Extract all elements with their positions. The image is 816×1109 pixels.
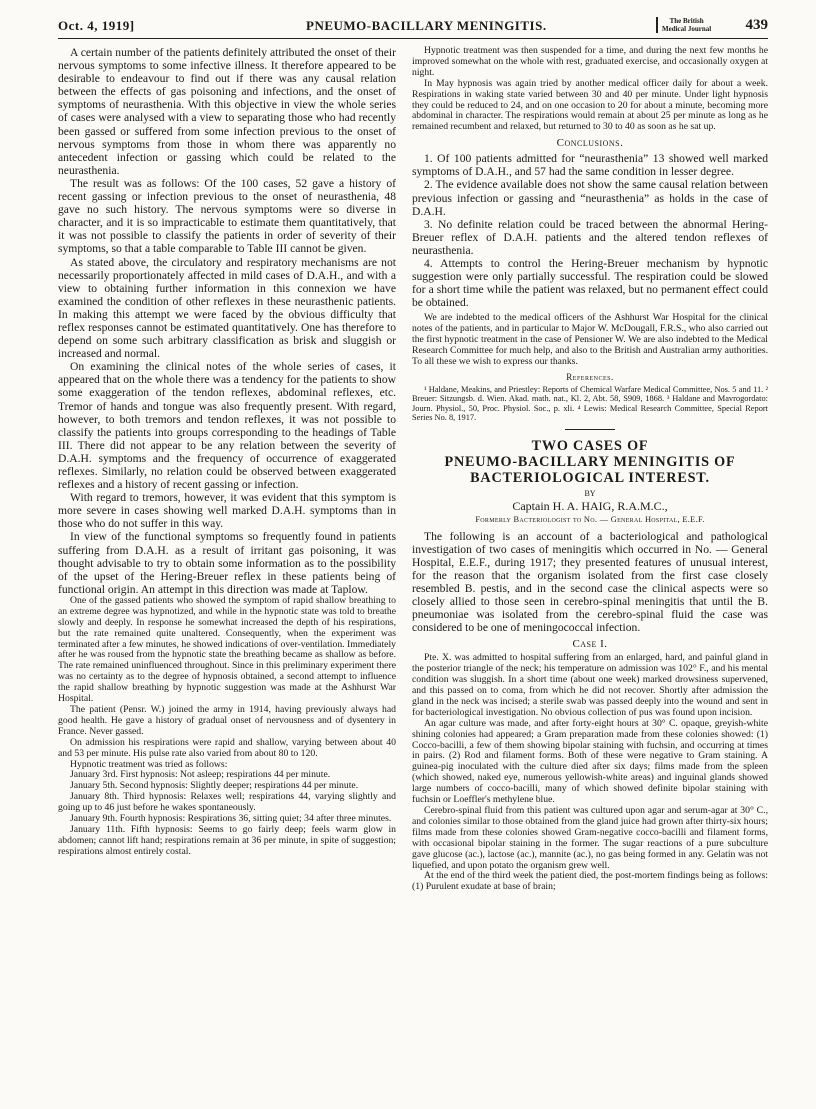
running-title: PNEUMO-BACILLARY MENINGITIS. — [306, 18, 547, 33]
author-affiliation: Formerly Bacteriologist to No. — General Hospital, E.E.F. — [475, 514, 705, 524]
journal-line-2: Medical Journal — [662, 25, 712, 33]
article-title-line-3: BACTERIOLOGICAL INTEREST. — [470, 469, 710, 486]
author-name: Captain H. A. HAIG, R.A.M.C., — [512, 498, 668, 513]
case-note: In May hypnosis was again tried by another medical officer daily for about a week. Respirations in waking state varied between 30 and 40 per minute. Under light hypnosis they could be reduced to 24, and on one occasion to 20 for about a minute, becoming more abdominal in character. The respirations would remain at about 25 per minute as long as he remained recumbent and relaxed, but returned to 30 to 40 as soon as he sat up. — [412, 77, 768, 133]
right-column — [412, 46, 768, 1090]
conclusion-item: 3. No definite relation could be traced between the abnormal Hering-Breuer reflex of D.A.H. patients and the altered tendon reflexes of neurasthenia. — [412, 217, 768, 257]
conclusion-item: 2. The evidence available does not show the same causal relation between previous infection or gassing and “neurasthenia” as holds in the case of D.A.H. — [412, 178, 768, 218]
conclusion-item: 1. Of 100 patients admitted for “neurasthenia” 13 showed well marked symptoms of D.A.H., and 57 had the same condition in lesser degree. — [412, 152, 768, 179]
running-header — [58, 16, 768, 39]
acknowledgements: We are indebted to the medical officers of the Ashhurst War Hospital for the clinical notes of the patients, and in particular to Major W. McDougall, F.R.S., who also carried out the first hypnotic treatment in the case of Pensioner W. We are also indebted to the Medical Research Committee for much help, and also to the British and Australian army authorities. To all these we wish to express our thanks. — [412, 312, 768, 367]
case-note: January 8th. Third hypnosis: Relaxes well; respirations 44, varying slightly and going up to 46 just before he wakes spontaneously. — [58, 791, 396, 814]
case-note: One of the gassed patients who showed the symptom of rapid shallow breathing to an extreme degree was hypnotized, and while in the hypnotic state was told to breathe slowly and deeply. In response he somewhat increased the depth of his respirations, but the rate remained quite unaltered. Consequently, when the experiment was terminated after a few minutes, he showed indications of over-ventilation. Immediately after he was roused from the hypnotic state the breathing became as shallow as before. The rate remained uninfluenced throughout. Since in this preliminary experiment there was no certainty as to the degree of hypnosis obtained, a second attempt to influence the rapid shallow breathing by hypnotic suggestion was made at the Ashhurst War Hospital. — [58, 594, 396, 705]
paragraph: The result was as follows: Of the 100 cases, 52 gave a history of recent gassing or infection previous to the onset of neurasthenia, 48 gave no such history. The nervous symptoms were so diverse in character, and it is so impracticable to estimate them quantitatively, that it was not possible to classify the patients in order of severity of their symptoms, so that a table comparable to Table III cannot be given. — [58, 176, 396, 256]
paragraph: As stated above, the circulatory and respiratory mechanisms are not necessarily proportionately affected in mild cases of D.A.H., and with a view to obtaining further information in this connexion we have examined the condition of other reflexes in these neurasthenic patients. In making this attempt we were faced by the obvious difficulty that reflex responses cannot be estimated quantitatively. One has therefore to depend on some such arbitrary classification as brisk and sluggish or increased and normal. — [58, 255, 396, 361]
byline-by: BY — [584, 488, 596, 498]
article-title-line-2: PNEUMO-BACILLARY MENINGITIS OF — [444, 453, 736, 470]
case-note: January 9th. Fourth hypnosis: Respirations 36, sitting quiet; 34 after three minutes. — [70, 813, 392, 825]
case-note: The patient (Pensr. W.) joined the army in 1914, having previously always had good health. He gave a history of gradual onset of nervousness and of dysentery in France. Never gassed. — [58, 704, 396, 737]
paragraph: A certain number of the patients definitely attributed the onset of their nervous symptoms to some infective illness. It therefore appeared to be desirable to endeavour to find out if there was any causal relation between the effects of gas poisoning and infections, and the onset of symptoms of neurasthenia. With this objective in view the whole series of cases were analysed with a view to separating those who had recently been gassed or suffered from some infection previous to the onset of nervous symptoms from those in whom there was apparently no antecedent infection or gassing which could be related to the neurasthenia. — [58, 46, 396, 177]
issue-date: Oct. 4, 1919] — [58, 18, 135, 33]
conclusions-heading: Conclusions. — [556, 137, 624, 150]
case-note: Pte. X. was admitted to hospital suffering from an enlarged, hard, and painful gland in the posterior triangle of the neck; his temperature on admission was 102° F., and his mental condition was sluggish. In a short time (about one week) marked drowsiness supervened, and this passed on to coma, from which he did not recover. Shortly after admission the gland in the neck was incised; a sterile swab was passed deeply into the wound and sent in for bacteriological investigation. No obvious collection of pus was found upon incision. — [412, 652, 768, 718]
case-note: An agar culture was made, and after forty-eight hours at 30° C. opaque, greyish-white shining colonies had appeared; a Gram preparation made from these colonies showed: (1) Cocco-bacilli, a few of them showing bipolar staining with fuchsin, and occurring at times in pairs. (2) Rod and filament forms. Both of these were negative to Gram staining. A guinea-pig inoculated with the culture died after six days; films made from the spleen (which showed, naked eye, numerous yellowish-white areas) and inguinal glands showed large numbers of cocco-bacilli, many of which showed definite bipolar staining with fuchsin or Loeffler's methylene blue. — [412, 717, 768, 806]
references-list: ¹ Haldane, Meakins, and Priestley: Reports of Chemical Warfare Medical Committee, Nos. 5 and 11. ² Breuer: Sitzungsb. d. Wien. Akad. math. nat., Kl. 2, Abt. 58, S909, 1868. ³ Haldane and Mavrogordato: Journ. Physiol., 50, Proc. Physiol. Soc., p. xli. ⁴ Lewis: Medical Research Committee, Special Report Series No. 8, 1917. — [412, 384, 768, 423]
case-note: January 5th. Second hypnosis: Slightly deeper; respirations 44 per minute. — [70, 780, 359, 792]
journal-line-1: The British — [669, 17, 704, 25]
article-intro: The following is an account of a bacteriological and pathological investigation of two cases of meningitis which occurred in No. — General Hospital, E.E.F., during 1917; they presented features of unusual interest, for the reason that the organism isolated from the first case closely resembled B. pestis, and in the second case the clinical aspects were so closely allied to those seen in cerebro-spinal meningitis that until the B. pneumoniae was isolated from the cerebro-spinal fluid the case was considered to be one of meningococcal infection. — [412, 529, 768, 635]
page-number: 439 — [745, 17, 768, 33]
references-heading: References. — [566, 371, 614, 382]
left-column — [58, 46, 396, 1090]
case-note: Hypnotic treatment was tried as follows: — [70, 758, 228, 770]
paragraph: In view of the functional symptoms so frequently found in patients suffering from D.A.H. as a result of irritant gas poisoning, it was thought advisable to try to obtain some information as to the possibility of the upset of the Hering-Breuer reflex in these patients being of functional origin. An attempt in this direction was made at Taplow. — [58, 530, 396, 596]
section-divider — [565, 429, 615, 430]
article-title-line-1: TWO CASES OF — [531, 437, 649, 454]
case-note: Hypnotic treatment was then suspended for a time, and during the next few months he improved somewhat on the whole with rest, graduated exercise, and occasionally oxygen at night. — [412, 46, 768, 78]
case-note: At the end of the third week the patient died, the post-mortem findings being as follows: (1) Purulent exudate at base of brain; — [412, 870, 768, 893]
conclusion-item: 4. Attempts to control the Hering-Breuer mechanism by hypnotic suggestion were only partially successful. The respiration could be slowed for a short time while the patient was relaxed, but no permanent effect could be obtained. — [412, 257, 768, 310]
paragraph: On examining the clinical notes of the whole series of cases, it appeared that on the whole there was a tendency for the patients to show some exaggeration of the tendon reflexes, abdominal reflexes, etc. Tremor of hands and tongue was also frequently present. With regard, however, to both tremors and tendon reflexes, it was not possible to classify the patients into groups corresponding to the headings of Table III. There did not appear to be any relation between the severity of D.A.H. symptoms and the frequency of occurrence of exaggerated reflexes. Similarly, no relation could be observed between exaggerated reflexes and a history of recent gassing or infection. — [58, 360, 396, 492]
case-note: Cerebro-spinal fluid from this patient was cultured upon agar and serum-agar at 30° C., and colonies similar to those obtained from the gland juice had grown after thirty-six hours; films made from these colonies showed Gram-negative cocco-bacilli and filament forms, with occasional bipolar staining in the former. The sugar reactions of a pure subculture gave glucose (ac.), lactose (ac.), mannite (ac.), no gas being formed in any. Gelatin was not liquefied, and upon potato the organism grew well. — [412, 804, 768, 871]
case-heading: Case I. — [572, 638, 608, 651]
journal-mark — [656, 17, 711, 33]
paragraph: With regard to tremors, however, it was evident that this symptom is more severe in cases showing well marked D.A.H. symptoms than in those who do not suffer in this way. — [58, 491, 396, 531]
case-note: January 3rd. First hypnosis: Not asleep; respirations 44 per minute. — [70, 769, 331, 781]
case-note: January 11th. Fifth hypnosis: Seems to go fairly deep; feels warm glow in abdomen; cannot lift hand; respirations remain at 36 per minute, in spite of suggestion; respirations almost entirely costal. — [58, 823, 396, 857]
case-note: On admission his respirations were rapid and shallow, varying between about 40 and 53 per minute. His pulse rate also varied from about 80 to 120. — [58, 736, 396, 759]
